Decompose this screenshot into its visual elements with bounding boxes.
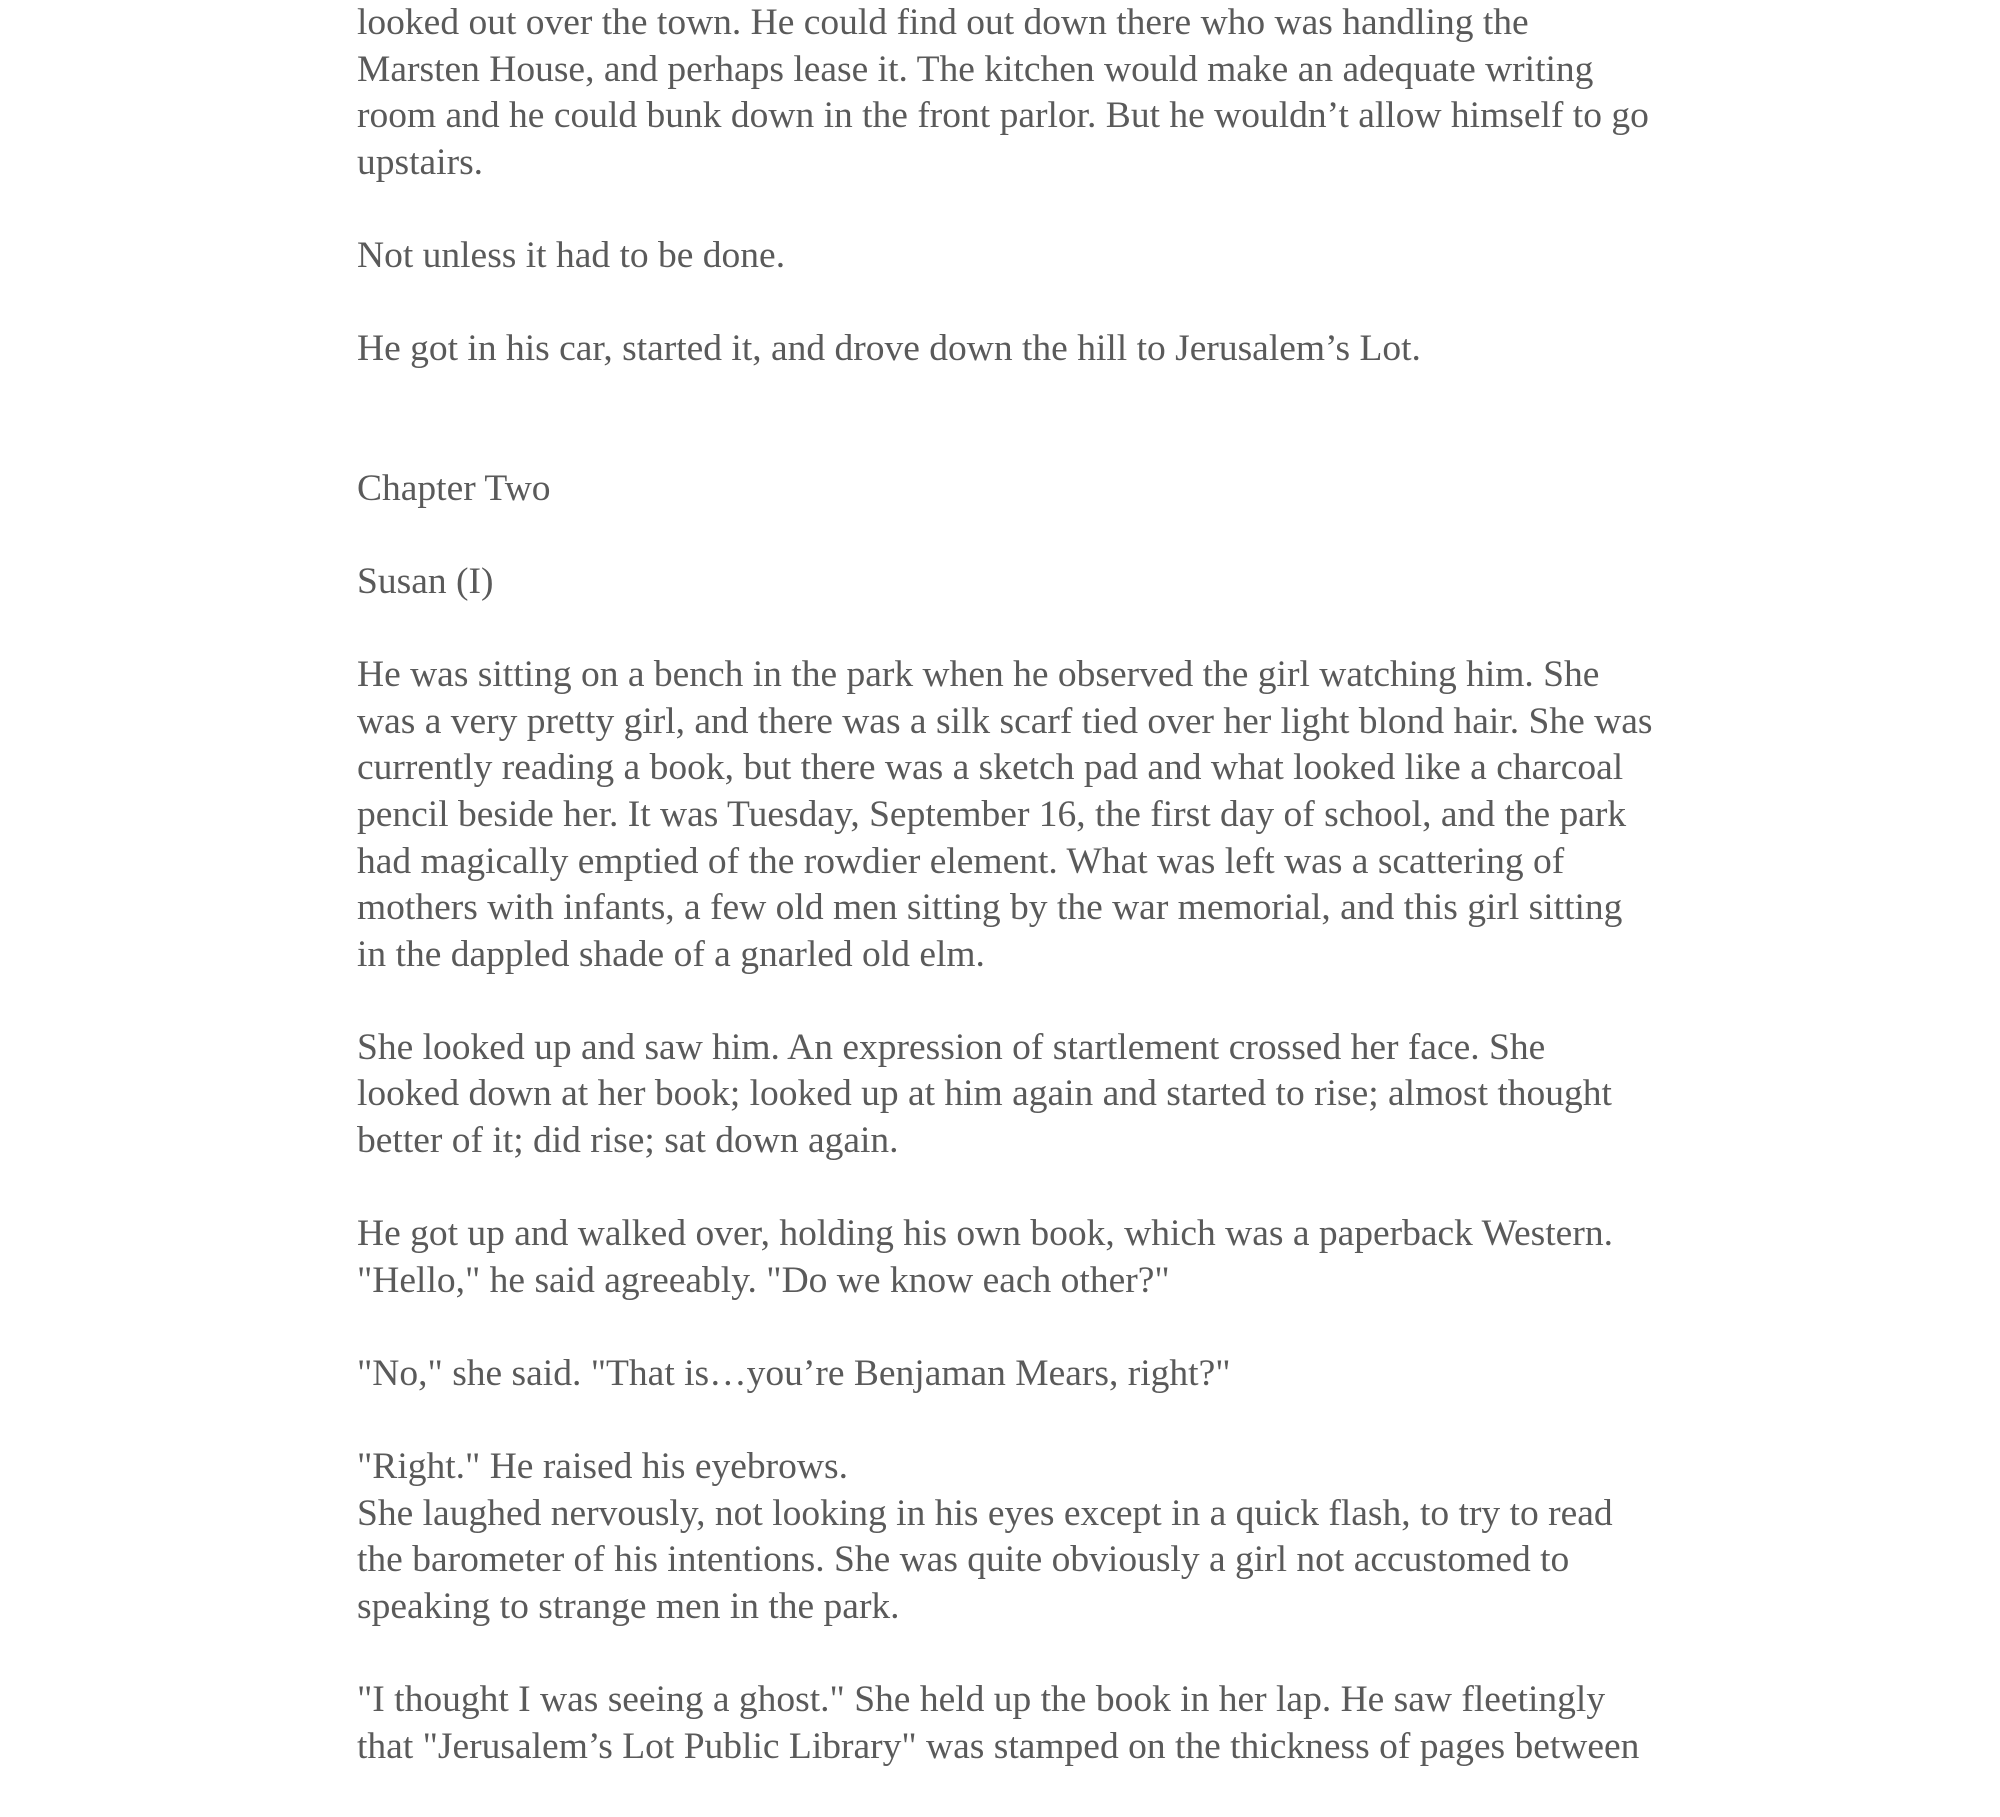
paragraph [357, 1677, 1687, 1770]
paragraph [357, 1351, 1687, 1398]
text-line: was a very pretty girl, and there was a silk scarf tied over her light blond hair. She was [357, 700, 1653, 742]
text-line: speaking to strange men in the park. [357, 1586, 900, 1627]
text-line: that "Jerusalem’s Lot Public Library" was stamped on the thickness of pages between [357, 1725, 1640, 1767]
text-line: mothers with infants, a few old men sitting by the war memorial, and this girl sitting [357, 887, 1623, 929]
paragraph [357, 0, 1687, 186]
text-line: pencil beside her. It was Tuesday, September 16, the first day of school, and the park [357, 793, 1627, 835]
text-line: in the dappled shade of a gnarled old elm. [357, 933, 985, 975]
text-line: He was sitting on a bench in the park when he observed the girl watching him. She [357, 654, 1600, 696]
text-line: "Right." He raised his eyebrows. [357, 1446, 848, 1488]
paragraph [357, 326, 1687, 373]
paragraph [357, 1491, 1687, 1631]
text-line: She looked up and saw him. An expression of startlement crossed her face. She [357, 1026, 1546, 1068]
text-line: looked out over the town. He could find out down there who was handling the [357, 2, 1529, 43]
text-line: "I thought I was seeing a ghost." She held up the book in her lap. He saw fleetingly [357, 1679, 1606, 1721]
paragraph [357, 1025, 1687, 1165]
chapter-title-text: Chapter Two [357, 467, 551, 509]
text-line: currently reading a book, but there was a sketch pad and what looked like a charcoal [357, 747, 1624, 789]
section-title-text: Susan (I) [357, 560, 494, 602]
text-line: He got in his car, started it, and drove down the hill to Jerusalem’s Lot. [357, 328, 1421, 370]
document-text-column [357, 0, 1687, 1817]
text-line: Marsten House, and perhaps lease it. The kitchen would make an adequate writing [357, 48, 1594, 90]
text-line: looked down at her book; looked up at him again and started to rise; almost thought [357, 1073, 1612, 1115]
paragraph [357, 652, 1687, 978]
text-line: upstairs. [357, 141, 484, 183]
text-line: He got up and walked over, holding his own book, which was a paperback Western. [357, 1213, 1613, 1255]
text-line: room and he could bunk down in the front parlor. But he wouldn’t allow himself to go [357, 95, 1649, 137]
text-line: better of it; did rise; sat down again. [357, 1120, 899, 1162]
text-line: She laughed nervously, not looking in his eyes except in a quick flash, to try to read [357, 1492, 1613, 1534]
paragraph [357, 1211, 1687, 1304]
text-line: "Hello," he said agreeably. "Do we know each other?" [357, 1259, 1170, 1301]
paragraph [357, 1444, 1687, 1491]
chapter-title [357, 466, 1687, 513]
text-line: the barometer of his intentions. She was quite obviously a girl not accustomed to [357, 1539, 1570, 1581]
paragraph [357, 233, 1687, 280]
section-title [357, 559, 1687, 606]
text-line: had magically emptied of the rowdier element. What was left was a scattering of [357, 840, 1565, 882]
text-line: Not unless it had to be done. [357, 234, 786, 276]
text-line: "No," she said. "That is…you’re Benjaman Mears, right?" [357, 1353, 1231, 1395]
